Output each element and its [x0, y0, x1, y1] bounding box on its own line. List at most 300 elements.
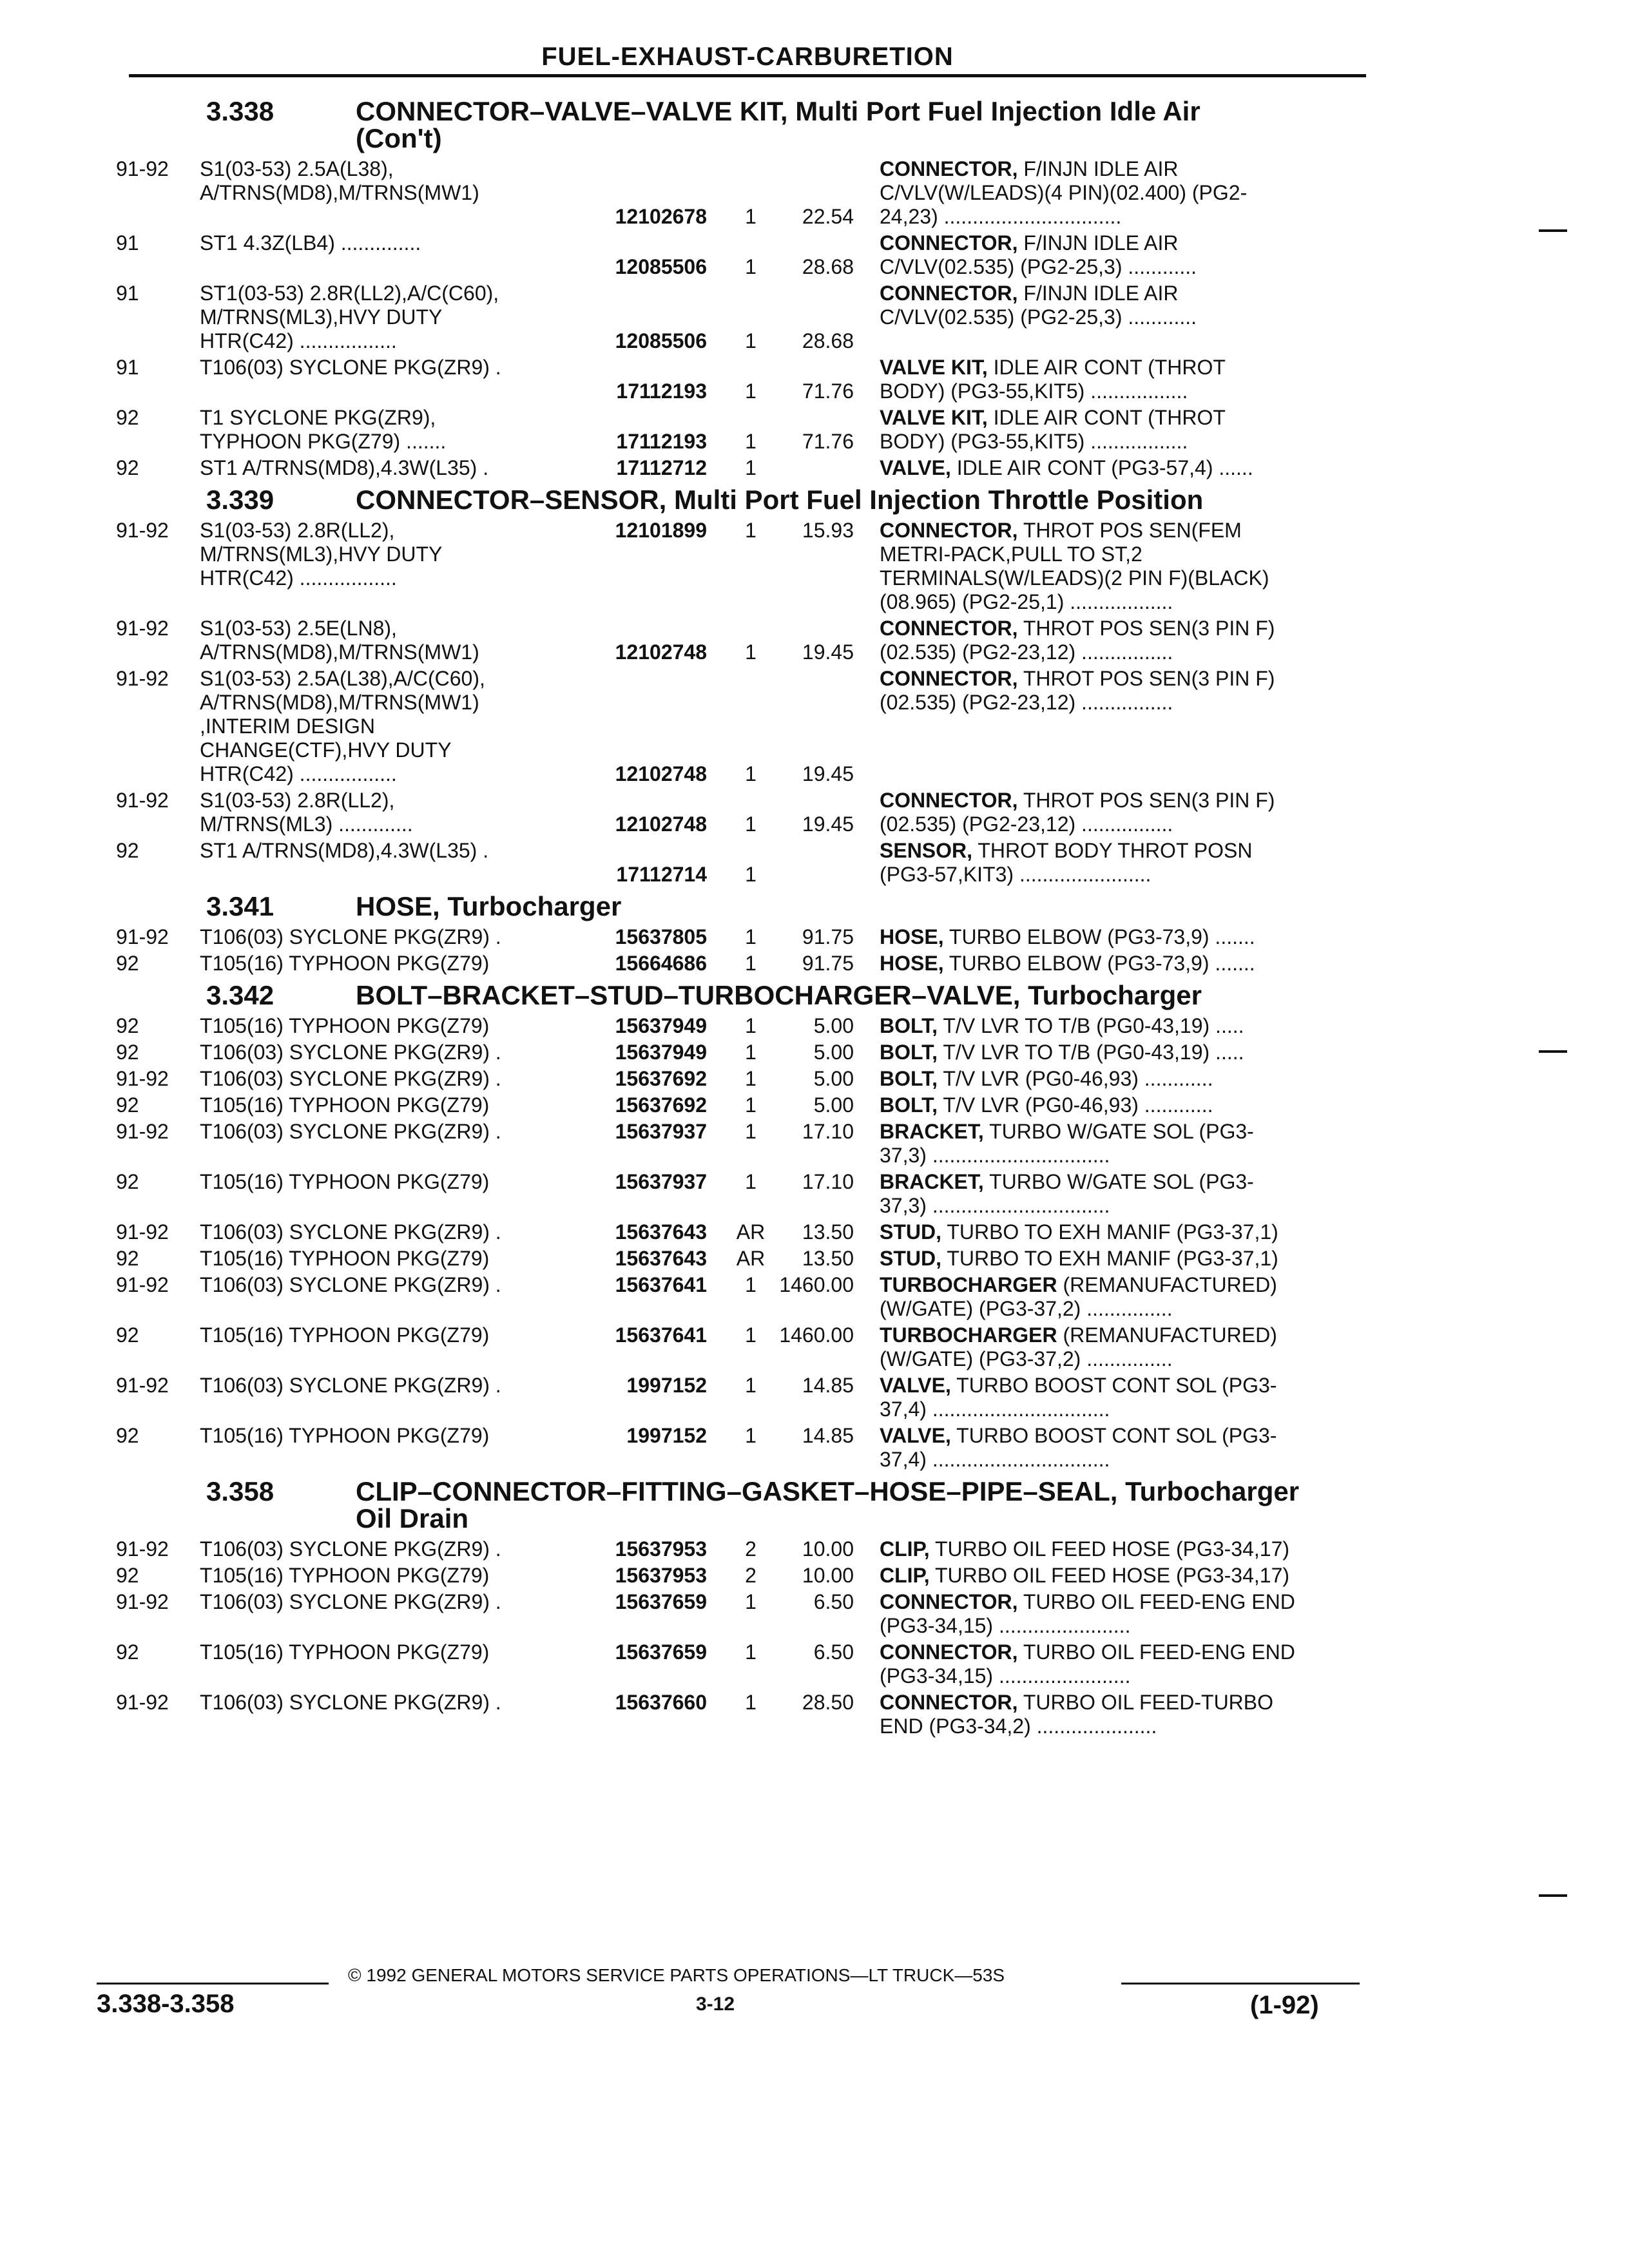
- part-number: 12085506: [615, 329, 707, 352]
- part-number: 12085506: [615, 255, 707, 278]
- footer-section-range: 3.338-3.358: [97, 1990, 235, 2018]
- part-name: HOSE,: [880, 925, 944, 948]
- quantity: 1: [745, 1041, 757, 1064]
- price: 5.00: [813, 1067, 854, 1090]
- application: S1(03-53) 2.8R(LL2), M/TRNS(ML3),HVY DUTY HTR(C42) .................: [200, 519, 443, 590]
- part-number: 15637953: [615, 1564, 707, 1587]
- part-description: [880, 1691, 1337, 1738]
- model-years: 92: [116, 1323, 139, 1347]
- catalog-section: [116, 98, 1366, 483]
- application: T105(16) TYPHOON PKG(Z79): [200, 1170, 490, 1193]
- part-name: VALVE,: [880, 456, 951, 479]
- part-number: 12102748: [615, 812, 707, 836]
- section-number: 3.338: [206, 96, 275, 126]
- part-description: [880, 1537, 1337, 1561]
- part-detail: TURBO W/GATE SOL (PG3- 37,3) ...............................: [880, 1120, 1254, 1167]
- part-row: [116, 1537, 1366, 1561]
- section-heading: [116, 486, 1366, 514]
- part-name: STUD,: [880, 1220, 941, 1244]
- quantity: 1: [745, 1590, 757, 1613]
- part-detail: TURBO BOOST CONT SOL (PG3- 37,4) ...............................: [880, 1374, 1277, 1421]
- application: T105(16) TYPHOON PKG(Z79): [200, 1323, 490, 1347]
- catalog-section: [116, 486, 1366, 889]
- part-description: [880, 1424, 1337, 1472]
- part-number: 15637660: [615, 1691, 707, 1714]
- part-name: CONNECTOR,: [880, 1640, 1018, 1664]
- price: 1460.00: [779, 1273, 854, 1296]
- quantity: 1: [745, 205, 757, 228]
- part-name: BOLT,: [880, 1093, 938, 1117]
- section-subtitle: (Con't): [356, 123, 442, 153]
- model-years: 92: [116, 1170, 139, 1193]
- part-name: BOLT,: [880, 1014, 938, 1037]
- part-row: [116, 519, 1366, 614]
- price: 5.00: [813, 1041, 854, 1064]
- part-description: [880, 1374, 1337, 1421]
- model-years: 91-92: [116, 667, 169, 690]
- part-row: [116, 1041, 1366, 1064]
- application: S1(03-53) 2.5A(L38), A/TRNS(MD8),M/TRNS(MW1): [200, 157, 479, 204]
- part-row: [116, 1424, 1366, 1472]
- section-title: [356, 486, 1366, 514]
- part-number: 15637937: [615, 1120, 707, 1143]
- part-number: 17112712: [616, 456, 707, 479]
- part-row: [116, 839, 1366, 887]
- application: T106(03) SYCLONE PKG(ZR9) .: [200, 1067, 501, 1090]
- quantity: 1: [745, 640, 757, 664]
- model-years: 91-92: [116, 1273, 169, 1296]
- price: 28.68: [802, 255, 854, 278]
- model-years: 91-92: [116, 1691, 169, 1714]
- model-years: 91-92: [116, 1220, 169, 1244]
- part-detail: F/INJN IDLE AIR C/VLV(02.535) (PG2-25,3) ............: [880, 282, 1197, 329]
- application: ST1 4.3Z(LB4) ..............: [200, 231, 421, 255]
- section-title: [356, 98, 1366, 152]
- price: 15.93: [802, 519, 854, 542]
- quantity: 1: [745, 1273, 757, 1296]
- quantity: 1: [745, 925, 757, 948]
- part-detail: F/INJN IDLE AIR C/VLV(02.535) (PG2-25,3) ............: [880, 231, 1197, 278]
- part-row: [116, 356, 1366, 403]
- price: 28.50: [802, 1691, 854, 1714]
- part-name: CONNECTOR,: [880, 617, 1018, 640]
- part-description: [880, 1247, 1337, 1271]
- part-number: 15637805: [615, 925, 707, 948]
- part-detail: TURBO W/GATE SOL (PG3- 37,3) ...............................: [880, 1170, 1254, 1217]
- part-row: [116, 667, 1366, 786]
- part-detail: TURBO TO EXH MANIF (PG3-37,1): [941, 1220, 1278, 1244]
- part-number: 15637953: [615, 1537, 707, 1561]
- price: 14.85: [802, 1424, 854, 1447]
- part-description: [880, 231, 1337, 279]
- quantity: 1: [745, 519, 757, 542]
- model-years: 92: [116, 1564, 139, 1587]
- part-name: CONNECTOR,: [880, 519, 1018, 542]
- application: T105(16) TYPHOON PKG(Z79): [200, 1564, 490, 1587]
- part-description: [880, 1041, 1337, 1064]
- quantity: 1: [745, 255, 757, 278]
- part-detail: T/V LVR TO T/B (PG0-43,19) .....: [938, 1041, 1244, 1064]
- part-detail: TURBO OIL FEED-TURBO END (PG3-34,2) .....................: [880, 1691, 1274, 1738]
- part-name: HOSE,: [880, 952, 944, 975]
- application: T106(03) SYCLONE PKG(ZR9) .: [200, 1220, 501, 1244]
- price: 91.75: [802, 925, 854, 948]
- quantity: 1: [745, 863, 757, 886]
- model-years: 92: [116, 406, 139, 429]
- part-name: CONNECTOR,: [880, 789, 1018, 812]
- part-row: [116, 617, 1366, 664]
- application: T1 SYCLONE PKG(ZR9), TYPHOON PKG(Z79) .......: [200, 406, 447, 453]
- part-name: CONNECTOR,: [880, 157, 1018, 180]
- part-row: [116, 952, 1366, 975]
- part-name: TURBOCHARGER: [880, 1273, 1057, 1296]
- section-heading: [116, 982, 1366, 1009]
- footer-page-number: 3-12: [696, 1994, 735, 2015]
- part-name: CONNECTOR,: [880, 1691, 1018, 1714]
- part-description: [880, 157, 1337, 229]
- price: 28.68: [802, 329, 854, 352]
- quantity: 1: [745, 1014, 757, 1037]
- part-detail: T/V LVR (PG0-46,93) ............: [938, 1093, 1213, 1117]
- application: T106(03) SYCLONE PKG(ZR9) .: [200, 1590, 501, 1613]
- quantity: AR: [736, 1247, 766, 1270]
- part-number: 17112714: [616, 863, 707, 886]
- part-number: 15637692: [615, 1067, 707, 1090]
- price: 71.76: [802, 430, 854, 453]
- model-years: 91: [116, 356, 139, 379]
- part-description: [880, 789, 1337, 836]
- quantity: 1: [745, 430, 757, 453]
- part-detail: F/INJN IDLE AIR C/VLV(W/LEADS)(4 PIN)(02.400) (PG2- 24,23) ...............................: [880, 157, 1248, 228]
- quantity: 1: [745, 380, 757, 403]
- application: S1(03-53) 2.5A(L38),A/C(C60), A/TRNS(MD8),M/TRNS(MW1) ,INTERIM DESIGN CHANGE(CTF),HVY DUTY HTR(C42) .................: [200, 667, 485, 785]
- price: 1460.00: [779, 1323, 854, 1347]
- part-description: [880, 1640, 1337, 1688]
- part-detail: TURBO OIL FEED-ENG END (PG3-34,15) .......................: [880, 1590, 1295, 1637]
- part-detail: T/V LVR TO T/B (PG0-43,19) .....: [938, 1014, 1244, 1037]
- model-years: 91-92: [116, 1537, 169, 1561]
- model-years: 91-92: [116, 1374, 169, 1397]
- part-row: [116, 789, 1366, 836]
- application: ST1 A/TRNS(MD8),4.3W(L35) .: [200, 839, 489, 862]
- part-detail: THROT POS SEN(3 PIN F) (02.535) (PG2-23,12) ................: [880, 667, 1275, 714]
- part-number: 1997152: [626, 1424, 707, 1447]
- part-detail: (REMANUFACTURED) (W/GATE) (PG3-37,2) ...............: [880, 1273, 1277, 1320]
- part-name: VALVE,: [880, 1374, 951, 1397]
- quantity: 1: [745, 456, 757, 479]
- part-description: [880, 1220, 1337, 1244]
- application: T106(03) SYCLONE PKG(ZR9) .: [200, 356, 501, 379]
- quantity: 2: [745, 1537, 757, 1561]
- quantity: 1: [745, 329, 757, 352]
- part-number: 12101899: [615, 519, 707, 542]
- part-number: 17112193: [616, 380, 707, 403]
- quantity: 2: [745, 1564, 757, 1587]
- catalog-section: [116, 982, 1366, 1474]
- part-detail: TURBO ELBOW (PG3-73,9) .......: [943, 925, 1255, 948]
- part-name: CONNECTOR,: [880, 231, 1018, 255]
- part-name: BOLT,: [880, 1041, 938, 1064]
- part-description: [880, 1014, 1337, 1038]
- part-row: [116, 1067, 1366, 1091]
- part-detail: TURBO OIL FEED-ENG END (PG3-34,15) .......................: [880, 1640, 1295, 1687]
- section-subtitle: Oil Drain: [356, 1503, 469, 1533]
- price: 17.10: [802, 1170, 854, 1193]
- price: 6.50: [813, 1640, 854, 1664]
- quantity: 1: [745, 1093, 757, 1117]
- section-title-text: CONNECTOR–SENSOR, Multi Port Fuel Injection Throttle Position: [356, 485, 1204, 515]
- price: 91.75: [802, 952, 854, 975]
- part-detail: TURBO BOOST CONT SOL (PG3- 37,4) ...............................: [880, 1424, 1277, 1471]
- part-row: [116, 1014, 1366, 1038]
- section-heading: [116, 98, 1366, 152]
- price: 6.50: [813, 1590, 854, 1613]
- part-name: CONNECTOR,: [880, 282, 1018, 305]
- footer-rule: [1121, 1983, 1360, 1984]
- part-description: [880, 1067, 1337, 1091]
- part-name: VALVE KIT,: [880, 356, 988, 379]
- quantity: 1: [745, 1120, 757, 1143]
- quantity: 1: [745, 812, 757, 836]
- section-heading: [116, 1478, 1366, 1532]
- model-years: 92: [116, 456, 139, 479]
- part-description: [880, 356, 1337, 403]
- part-detail: THROT BODY THROT POSN (PG3-57,KIT3) .......................: [880, 839, 1253, 886]
- part-number: 1997152: [626, 1374, 707, 1397]
- part-detail: TURBO ELBOW (PG3-73,9) .......: [943, 952, 1255, 975]
- part-number: 15637949: [615, 1014, 707, 1037]
- part-description: [880, 406, 1337, 454]
- quantity: 1: [745, 1691, 757, 1714]
- application: T105(16) TYPHOON PKG(Z79): [200, 1424, 490, 1447]
- section-title-text: BOLT–BRACKET–STUD–TURBOCHARGER–VALVE, Turbocharger: [356, 980, 1202, 1010]
- price: 71.76: [802, 380, 854, 403]
- price: 19.45: [802, 640, 854, 664]
- model-years: 91: [116, 231, 139, 255]
- part-number: 15637643: [615, 1220, 707, 1244]
- part-detail: T/V LVR (PG0-46,93) ............: [938, 1067, 1213, 1090]
- part-row: [116, 1564, 1366, 1588]
- price: 10.00: [802, 1564, 854, 1587]
- application: T105(16) TYPHOON PKG(Z79): [200, 1640, 490, 1664]
- part-description: [880, 519, 1337, 614]
- model-years: 92: [116, 1424, 139, 1447]
- part-number: 15637641: [615, 1323, 707, 1347]
- margin-mark: [1539, 1050, 1567, 1053]
- section-number: 3.341: [206, 891, 275, 921]
- model-years: 91-92: [116, 1590, 169, 1613]
- application: T106(03) SYCLONE PKG(ZR9) .: [200, 1374, 501, 1397]
- model-years: 92: [116, 1014, 139, 1037]
- part-number: 12102748: [615, 762, 707, 785]
- section-number: 3.342: [206, 980, 275, 1010]
- part-description: [880, 952, 1337, 975]
- part-row: [116, 1590, 1366, 1638]
- page-title: FUEL-EXHAUST-CARBURETION: [541, 43, 954, 71]
- part-row: [116, 1691, 1366, 1738]
- model-years: 91-92: [116, 157, 169, 180]
- price: 17.10: [802, 1120, 854, 1143]
- footer-date: (1-92): [1250, 1991, 1319, 2019]
- page-header: [129, 43, 1366, 77]
- part-description: [880, 1273, 1337, 1321]
- part-name: CONNECTOR,: [880, 667, 1018, 690]
- part-row: [116, 1247, 1366, 1271]
- quantity: 1: [745, 762, 757, 785]
- part-description: [880, 1564, 1337, 1588]
- part-name: CONNECTOR,: [880, 1590, 1018, 1613]
- application: S1(03-53) 2.5E(LN8), A/TRNS(MD8),M/TRNS(MW1): [200, 617, 479, 664]
- model-years: 92: [116, 952, 139, 975]
- application: T105(16) TYPHOON PKG(Z79): [200, 952, 490, 975]
- part-row: [116, 1640, 1366, 1688]
- part-number: 12102678: [615, 205, 707, 228]
- part-name: CLIP,: [880, 1537, 930, 1561]
- section-heading: [116, 893, 1366, 920]
- quantity: 1: [745, 1323, 757, 1347]
- application: T106(03) SYCLONE PKG(ZR9) .: [200, 1120, 501, 1143]
- footer-rule: [97, 1983, 329, 1984]
- application: T106(03) SYCLONE PKG(ZR9) .: [200, 1691, 501, 1714]
- quantity: 1: [745, 1170, 757, 1193]
- quantity: 1: [745, 1640, 757, 1664]
- part-row: [116, 157, 1366, 229]
- part-description: [880, 1590, 1337, 1638]
- part-number: 15637643: [615, 1247, 707, 1270]
- part-number: 15664686: [615, 952, 707, 975]
- part-name: BRACKET,: [880, 1170, 984, 1193]
- application: ST1(03-53) 2.8R(LL2),A/C(C60), M/TRNS(ML3),HVY DUTY HTR(C42) .................: [200, 282, 499, 352]
- model-years: 92: [116, 1640, 139, 1664]
- model-years: 91: [116, 282, 139, 305]
- model-years: 91-92: [116, 789, 169, 812]
- part-detail: THROT POS SEN(3 PIN F) (02.535) (PG2-23,12) ................: [880, 617, 1275, 664]
- part-number: 17112193: [616, 430, 707, 453]
- part-number: 15637641: [615, 1273, 707, 1296]
- part-row: [116, 282, 1366, 353]
- footer-copyright: © 1992 GENERAL MOTORS SERVICE PARTS OPERATIONS—LT TRUCK—53S: [348, 1965, 1005, 1985]
- part-description: [880, 1170, 1337, 1218]
- part-number: 15637949: [615, 1041, 707, 1064]
- part-name: BRACKET,: [880, 1120, 984, 1143]
- part-number: 15637659: [615, 1640, 707, 1664]
- price: 14.85: [802, 1374, 854, 1397]
- part-row: [116, 1093, 1366, 1117]
- parts-catalog-body: [116, 94, 1366, 1741]
- part-description: [880, 667, 1337, 715]
- part-description: [880, 617, 1337, 664]
- part-row: [116, 456, 1366, 480]
- part-row: [116, 1273, 1366, 1321]
- model-years: 92: [116, 1093, 139, 1117]
- margin-mark: [1539, 229, 1567, 232]
- model-years: 91-92: [116, 1067, 169, 1090]
- part-row: [116, 406, 1366, 454]
- price: 22.54: [802, 205, 854, 228]
- quantity: 1: [745, 1067, 757, 1090]
- part-number: 15637692: [615, 1093, 707, 1117]
- application: S1(03-53) 2.8R(LL2), M/TRNS(ML3) .............: [200, 789, 413, 836]
- part-detail: IDLE AIR CONT (THROT BODY) (PG3-55,KIT5) .................: [880, 406, 1226, 453]
- part-name: TURBOCHARGER: [880, 1323, 1057, 1347]
- part-name: VALVE KIT,: [880, 406, 988, 429]
- price: 5.00: [813, 1093, 854, 1117]
- part-description: [880, 925, 1337, 949]
- part-name: CLIP,: [880, 1564, 930, 1587]
- price: 10.00: [802, 1537, 854, 1561]
- part-number: 12102748: [615, 640, 707, 664]
- part-detail: THROT POS SEN(3 PIN F) (02.535) (PG2-23,12) ................: [880, 789, 1275, 836]
- section-title: [356, 1478, 1366, 1532]
- catalog-section: [116, 893, 1366, 978]
- model-years: 92: [116, 1041, 139, 1064]
- application: T105(16) TYPHOON PKG(Z79): [200, 1014, 490, 1037]
- part-row: [116, 1170, 1366, 1218]
- part-row: [116, 231, 1366, 279]
- part-detail: (REMANUFACTURED) (W/GATE) (PG3-37,2) ...............: [880, 1323, 1277, 1370]
- quantity: 1: [745, 952, 757, 975]
- part-name: SENSOR,: [880, 839, 973, 862]
- application: T106(03) SYCLONE PKG(ZR9) .: [200, 925, 501, 948]
- model-years: 91-92: [116, 519, 169, 542]
- part-row: [116, 1120, 1366, 1168]
- price: 5.00: [813, 1014, 854, 1037]
- part-detail: TURBO OIL FEED HOSE (PG3-34,17): [929, 1564, 1290, 1587]
- part-description: [880, 1093, 1337, 1117]
- quantity: 1: [745, 1424, 757, 1447]
- quantity: AR: [736, 1220, 766, 1244]
- part-row: [116, 1374, 1366, 1421]
- application: T105(16) TYPHOON PKG(Z79): [200, 1093, 490, 1117]
- part-description: [880, 839, 1337, 887]
- application: ST1 A/TRNS(MD8),4.3W(L35) .: [200, 456, 489, 479]
- application: T106(03) SYCLONE PKG(ZR9) .: [200, 1537, 501, 1561]
- application: T106(03) SYCLONE PKG(ZR9) .: [200, 1273, 501, 1296]
- model-years: 91-92: [116, 617, 169, 640]
- part-detail: TURBO TO EXH MANIF (PG3-37,1): [941, 1247, 1278, 1270]
- model-years: 92: [116, 839, 139, 862]
- part-detail: TURBO OIL FEED HOSE (PG3-34,17): [929, 1537, 1290, 1561]
- part-name: STUD,: [880, 1247, 941, 1270]
- section-title: [356, 893, 1366, 920]
- part-name: BOLT,: [880, 1067, 938, 1090]
- part-number: 15637937: [615, 1170, 707, 1193]
- part-description: [880, 282, 1337, 329]
- part-name: VALVE,: [880, 1424, 951, 1447]
- price: 19.45: [802, 762, 854, 785]
- quantity: 1: [745, 1374, 757, 1397]
- section-title: [356, 982, 1366, 1009]
- section-number: 3.339: [206, 485, 275, 515]
- application: T105(16) TYPHOON PKG(Z79): [200, 1247, 490, 1270]
- model-years: 92: [116, 1247, 139, 1270]
- application: T106(03) SYCLONE PKG(ZR9) .: [200, 1041, 501, 1064]
- part-row: [116, 1220, 1366, 1244]
- part-description: [880, 1323, 1337, 1371]
- margin-mark: [1539, 1894, 1567, 1897]
- section-number: 3.358: [206, 1476, 275, 1506]
- part-detail: IDLE AIR CONT (PG3-57,4) ......: [950, 456, 1253, 479]
- part-row: [116, 1323, 1366, 1371]
- catalog-section: [116, 1478, 1366, 1741]
- section-title-text: CONNECTOR–VALVE–VALVE KIT, Multi Port Fuel Injection Idle Air: [356, 96, 1200, 126]
- part-detail: IDLE AIR CONT (THROT BODY) (PG3-55,KIT5) .................: [880, 356, 1226, 403]
- price: 13.50: [802, 1247, 854, 1270]
- price: 19.45: [802, 812, 854, 836]
- part-number: 15637659: [615, 1590, 707, 1613]
- section-title-text: CLIP–CONNECTOR–FITTING–GASKET–HOSE–PIPE–SEAL, Turbocharger: [356, 1476, 1300, 1506]
- price: 13.50: [802, 1220, 854, 1244]
